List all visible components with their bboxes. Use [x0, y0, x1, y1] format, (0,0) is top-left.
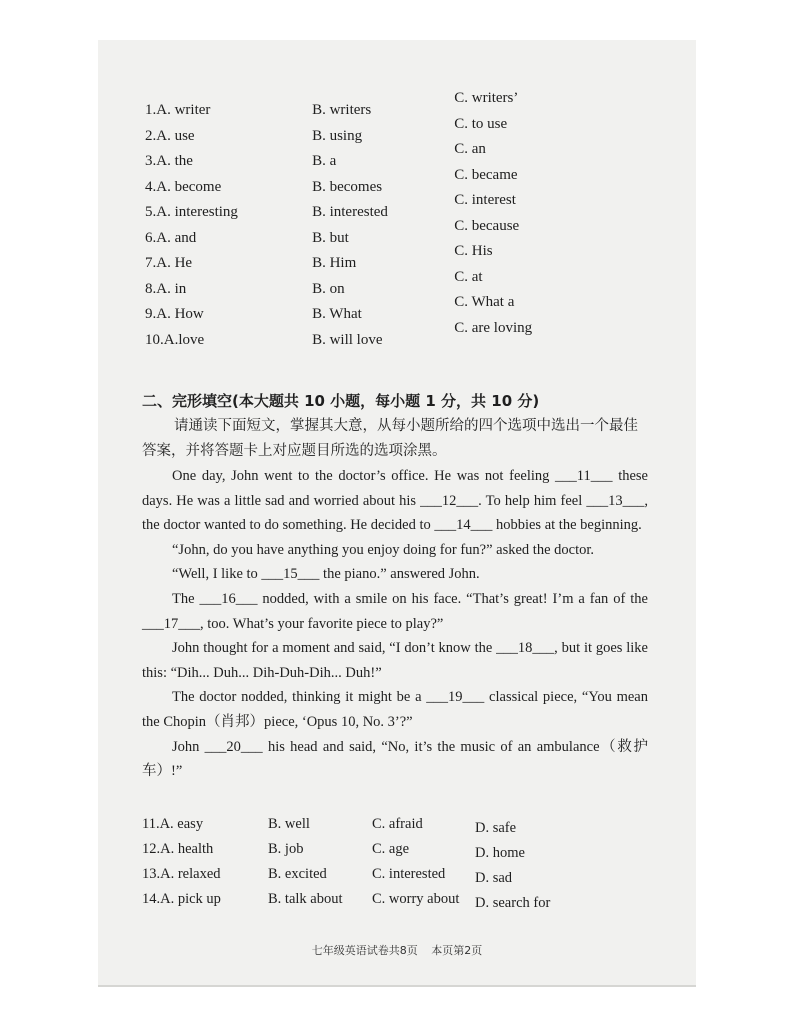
option-a: 6.A. and [145, 229, 197, 246]
option-d: D. safe [475, 820, 517, 836]
option-a: 8.A. in [145, 280, 187, 297]
option-b: B. Him [312, 255, 357, 271]
passage-paragraph: John ___20___ his head and said, “No, it’s the music of an ambulance（救护车）!” [142, 738, 648, 780]
passage-paragraph: “John, do you have anything you enjoy doing for fun?” asked the doctor. [172, 541, 595, 558]
option-a: 12.A. health [142, 841, 214, 857]
footer-total-pages: 七年级英语试卷共8页 [311, 944, 418, 957]
option-b: B. talk about [268, 891, 343, 907]
option-row [142, 889, 662, 914]
option-a: 5.A. interesting [145, 204, 238, 220]
section-title: 二、完形填空(本大题共 10 小题，每小题 1 分，共 10 分) [142, 392, 540, 410]
option-c: C. became [454, 166, 518, 183]
option-c: C. interested [372, 866, 446, 882]
option-row [142, 814, 662, 839]
option-b: B. a [312, 153, 337, 169]
option-a: 14.A. pick up [142, 891, 221, 907]
option-a: 9.A. How [145, 306, 204, 322]
option-a: 11.A. easy [142, 816, 204, 832]
option-row [145, 319, 565, 356]
passage-paragraph: One day, John went to the doctor’s office. He was not feeling ___11___ these days. He was a little sad and worried about his ___12___. To help him feel ___13___, the doctor wanted to do something. He decided to ___14___ hobbies at the beginning. [142, 468, 648, 534]
option-d: D. sad [475, 870, 513, 886]
option-c: C. an [454, 141, 486, 157]
option-b: B. job [268, 841, 304, 857]
option-b: B. on [312, 280, 345, 297]
option-c: C. writers’ [454, 90, 519, 106]
option-b: B. interested [312, 204, 388, 220]
option-a: 1.A. writer [145, 102, 211, 118]
option-row [142, 839, 662, 864]
option-b: B. becomes [312, 178, 383, 195]
option-c: C. His [454, 243, 493, 259]
cloze-passage [142, 464, 648, 784]
passage-paragraph: The ___16___ nodded, with a smile on his face. “That’s great! I’m a fan of the ___17___, too. What’s your favorite piece to play?” [142, 590, 648, 632]
passage-paragraph: “Well, I like to ___15___ the piano.” answered John. [172, 566, 480, 583]
passage-paragraph: John thought for a moment and said, “I don’t know the ___18___, but it goes like this: “Dih... Duh... Dih-Duh-Dih... Duh!” [142, 640, 648, 681]
option-a: 13.A. relaxed [142, 866, 221, 882]
options-part1 [145, 90, 565, 355]
option-b: B. using [312, 127, 363, 144]
option-c: C. interest [454, 192, 516, 208]
option-c: C. age [372, 841, 410, 857]
option-b: B. will love [312, 331, 383, 348]
option-d: D. home [475, 845, 525, 861]
option-b: B. writers [312, 102, 372, 118]
footer-page-number: 本页第2页 [431, 944, 483, 957]
option-c: C. worry about [372, 891, 460, 907]
option-b: B. well [268, 816, 310, 832]
option-a: 4.A. become [145, 178, 222, 195]
page-edge [98, 985, 696, 987]
exam-page [98, 40, 696, 986]
option-c: C. are loving [454, 319, 533, 336]
page-footer [98, 942, 696, 958]
option-c: C. What a [454, 294, 515, 310]
option-row [142, 864, 662, 889]
option-c: C. afraid [372, 816, 423, 832]
option-b: B. excited [268, 866, 327, 882]
option-a: 3.A. the [145, 153, 193, 169]
option-a: 10.A.love [145, 331, 205, 348]
option-b: B. What [312, 306, 362, 322]
options-part2 [142, 814, 662, 914]
option-c: C. to use [454, 115, 508, 132]
option-d: D. search for [475, 895, 551, 911]
option-a: 7.A. He [145, 255, 193, 271]
option-b: B. but [312, 229, 349, 246]
option-c: C. at [454, 268, 483, 285]
option-a: 2.A. use [145, 127, 195, 144]
option-c: C. because [454, 217, 520, 234]
passage-paragraph: The doctor nodded, thinking it might be a ___19___ classical piece, “You mean the Chopin（肖邦）piece, ‘Opus 10, No. 3’?” [142, 689, 648, 730]
section-instruction: 请通读下面短文，掌握其大意，从每小题所给的四个选项中选出一个最佳答案，并将答题卡上对应题目所选的选项涂黑。 [142, 418, 638, 459]
